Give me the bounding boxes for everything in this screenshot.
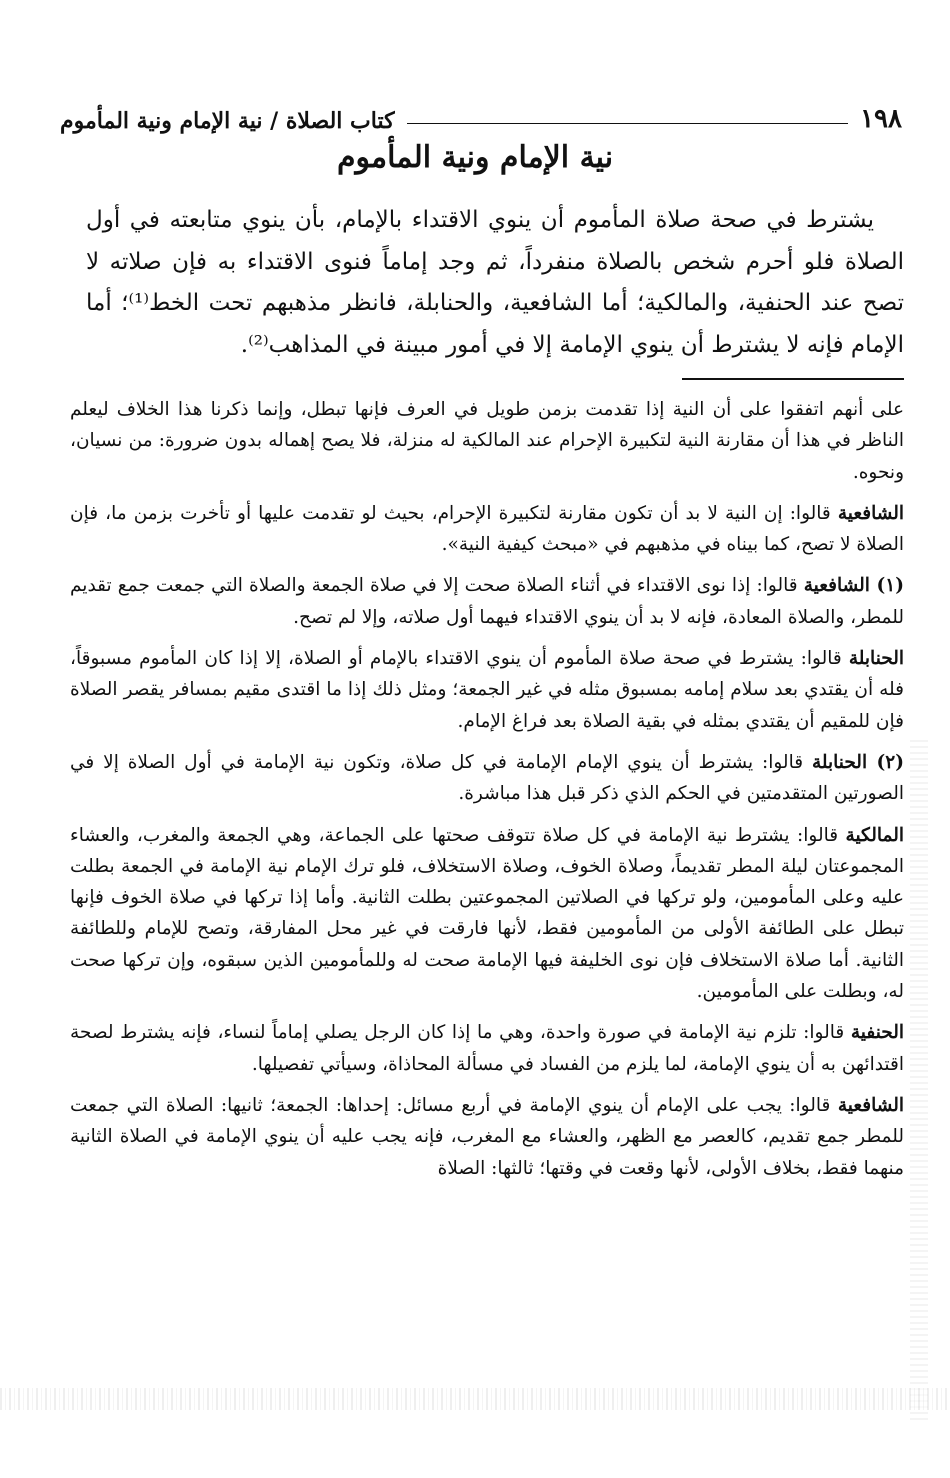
footnote-lead: الحنابلة — [848, 648, 904, 670]
footnote-lead: الحنفية — [850, 1022, 904, 1044]
main-text — [86, 200, 904, 366]
header-rule — [407, 123, 849, 124]
footnote-lead: (١) الشافعية — [803, 575, 904, 597]
footnote-paragraph — [70, 394, 904, 488]
section-title: نية الإمام ونية المأموم — [336, 140, 614, 175]
footnote-lead: المالكية — [845, 824, 904, 846]
footnote-paragraph — [70, 570, 904, 633]
footnote-text: قالوا: تلزم نية الإمامة في صورة واحدة، وهي ما إذا كان الرجل يصلي إماماً لنساء، فإنه يشترط لصحة اقتدائهن به أن ينوي الإمامة، لما يلزم من الفساد في مسألة المحاذاة، وسيأتي تفصيلها. — [70, 1022, 904, 1075]
footnotes — [70, 394, 904, 1194]
footnote-paragraph — [70, 498, 904, 561]
footnote-text: قالوا: إذا نوى الاقتداء في أثناء الصلاة صحت إلا في صلاة الجمعة والصلاة التي جمعت جمع تقديم للمطر، والصلاة المعادة، فإنه لا بد أن ينوي الاقتداء فيهما أول صلاته، وإلا لم تصح. — [70, 575, 904, 628]
footnote-lead: (٢) الحنابلة — [811, 751, 904, 773]
footnote-paragraph — [70, 643, 904, 737]
footnote-text: قالوا: يشترط أن ينوي الإمام الإمامة في كل صلاة، وتكون نية الإمامة في أول الصلاة إلا في الصورتين المتقدمتين في الحكم الذي ذكر قبل هذا مباشرة. — [70, 751, 904, 805]
footnote-paragraph — [70, 747, 904, 810]
footnote-paragraph — [70, 1090, 904, 1184]
page-number: ١٩٨ — [860, 104, 902, 134]
scan-noise — [0, 1388, 950, 1410]
footnote-text: قالوا: إن النية لا بد أن تكون مقارنة لتكبيرة الإحرام، بحيث لو تقدمت عليها أو تأخرت بزمن ما، فإن الصلاة لا تصح، كما بيناه في مذهبهم في «مبحث كيفية النية». — [70, 502, 904, 556]
running-title: كتاب الصلاة / نية الإمام ونية المأموم — [60, 108, 395, 134]
page-header — [60, 94, 902, 134]
footnote-paragraph — [70, 1017, 904, 1080]
footnote-paragraph — [70, 820, 904, 1008]
footnote-text: على أنهم اتفقوا على أن النية إذا تقدمت بزمن طويل في العرف فإنها تبطل، وإنما ذكرنا هذا الخلاف ليعلم الناظر في هذا أن مقارنة النية لتكبيرة الإحرام عند المالكية له منزلة، فلا يصح إهماله بدون ضرورة: من نسيان، ونحوه. — [70, 399, 905, 483]
scan-noise — [910, 740, 928, 1420]
footnote-text: قالوا: يشترط نية الإمامة في كل صلاة تتوقف صحتها على الجماعة، وهي الجمعة والمغرب، والعشاء المجموعتان ليلة المطر تقديماً، وصلاة الخوف، وصلاة الاستخلاف، فلو ترك الإمام نية الإمامة في الجمعة بطلت عليه وعلى المأمومين، ولو تركها في الصلاتين المجموعتين بطلت الثانية. وأما إذا تركها في صلاة الخوف فإنها تبطل على الطائفة الأولى من المأمومين فقط، لأنها فارقت في غير محل المفارقة، وتصح للإمام وللطائفة الثانية. أما صلاة الاستخلاف فإن نوى الخليفة فيها الإمامة صحت له وللمأمومين الذين سبقوه، وإن تركها صحت له، وبطلت على المأمومين. — [70, 824, 904, 1003]
main-paragraph: يشترط في صحة صلاة المأموم أن ينوي الاقتداء بالإمام، بأن ينوي متابعته في أول الصلاة فلو أحرم شخص بالصلاة منفرداً، ثم وجد إماماً فنوى الاقتداء به فإن صلاته لا تصح عند الحنفية، والمالكية؛ أما الشافعية، والحنابلة، فانظر مذهبهم تحت الخط⁽¹⁾؛ أما الإمام فإنه لا يشترط أن ينوي الإمامة إلا في أمور مبينة في المذاهب⁽²⁾. — [86, 207, 904, 358]
footnote-rule — [682, 378, 904, 380]
footnote-text: قالوا: يشترط في صحة صلاة المأموم أن ينوي الاقتداء بالإمام أو الصلاة، إلا إذا كان المأموم مسبوقاً، فله أن يقتدي بعد سلام إمامه بمسبوق مثله في غير الجمعة؛ ومثل ذلك إذا ما اقتدى مقيم بمسافر يقصر الصلاة فإن للمقيم أن يقتدي بمثله في بقية الصلاة بعد فراغ الإمام. — [70, 648, 904, 732]
footnote-lead: الشافعية — [837, 502, 904, 524]
footnote-lead: الشافعية — [837, 1094, 904, 1116]
footnote-text: قالوا: يجب على الإمام أن ينوي الإمامة في أربع مسائل: إحداها: الجمعة؛ ثانيها: الصلاة التي جمعت للمطر جمع تقديم، كالعصر مع الظهر، والعشاء مع المغرب، فإنه يجب عليه أن ينوي الإمامة في الصلاة الثانية منهما فقط، بخلاف الأولى، لأنها وقعت في وقتها؛ ثالثها: الصلاة — [70, 1094, 904, 1179]
